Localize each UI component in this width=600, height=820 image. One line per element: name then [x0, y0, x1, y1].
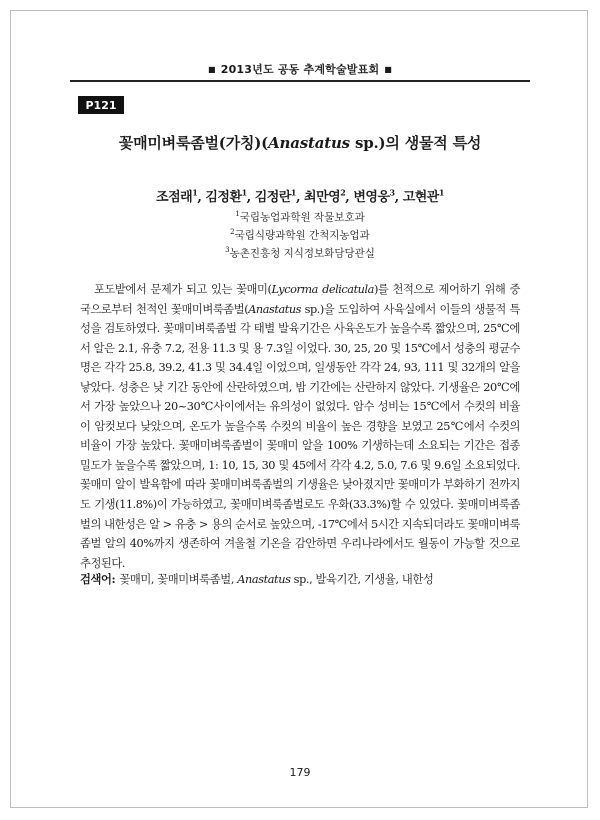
keywords-label: 검색어: [80, 572, 116, 586]
author-separator: , [246, 190, 255, 205]
affiliation-text: 농촌진흥청 지식정보화담당관실 [229, 247, 375, 260]
author-separator: , [295, 190, 305, 205]
author-name: 김정란 [254, 190, 291, 205]
author-separator: , [345, 190, 354, 205]
header-left-square: ■ [207, 64, 216, 74]
abstract-text: 포도밭에서 문제가 되고 있는 꽃매미( [94, 283, 272, 296]
paper-title [70, 132, 530, 153]
author-affil-sup: 3 [389, 187, 395, 198]
abstract-genus-name: Anastatus [248, 302, 302, 316]
author-affil-sup: 2 [340, 187, 346, 198]
affiliation-text: 국립농업과학원 작물보호과 [239, 211, 365, 224]
conference-header [70, 58, 530, 82]
abstract-body [80, 280, 520, 573]
abstract-text: sp.)을 도입하여 사육실에서 이들의 생물적 특성을 검토하였다. 꽃매미벼룩좀벌 각 태별 발육기간은 사육온도가 높을수록 짧았으며, 25℃에서 알은 2.1, 유충 7.2, 전용 11.3 및 용 7.3일 이었다. 30, 25, 20 및 15℃에서 성충의 평균수명은 각각 25.8, 39.2, 41.3 및 34.4일 이었으며, 일생동안 각각 24, 93, 111 및 32개의 알을 낳았다. 성충은 낮 기간 동안에 산란하였으며, 밤 기간에는 산란하지 않았다. 기생율은 20℃에서 가장 높았으나 20~30℃사이에서는 유의성이 없었다. 암수 성비는 15℃에서 수컷의 비율이 암컷보다 낮았으며, 온도가 높을수록 수컷의 비율이 높은 경향을 보였고 25℃에서 수컷의 비율이 가장 높았다. 꽃매미벼룩좀벌이 꽃매미 알을 100% 기생하는데 소요되는 기간은 접종밀도가 높을수록 짧았으며, 1: 10, 15, 30 및 45에서 각각 4.2, 5.0, 7.6 및 9.6일 소요되었다. 꽃매미 알이 발육함에 따라 꽃매미벼룩좀벌의 기생율은 낮아졌지만 꽃매미가 부화하기 전까지도 기생(11.8%)이 가능하였고, 꽃매미벼룩좀벌로도 우화(33.3%)할 수 있었다. 꽃매미벼룩좀벌의 내한성은 알 > 유충 > 용의 순서로 높았으며, -17℃에서 5시간 지속되더라도 꽃매미벼룩좀벌 알의 40%까지 생존하여 겨울철 기온을 감안하면 우리나라에서도 월동이 가능할 것으로 추정된다. [80, 302, 520, 570]
keywords-genus: Anastatus [237, 573, 291, 586]
author-name: 고현관 [402, 190, 439, 205]
author-name: 김정환 [205, 190, 242, 205]
author-name: 조점래 [156, 190, 193, 205]
affiliation-line [70, 225, 530, 243]
abstract-text: )를 천적으로 제어하기 위해 중국으로부터 천적인 꽃매미벼룩좀벌( [80, 283, 520, 316]
affiliation-list [70, 207, 530, 261]
page-number: 179 [289, 766, 311, 779]
keywords [80, 571, 520, 587]
author-affil-sup: 1 [290, 187, 296, 198]
author-affil-sup: 1 [438, 187, 444, 198]
keywords-text: 꽃매미, 꽃매미벼룩좀벌, [119, 573, 238, 586]
conference-title: 2013년도 공동 추계학술발표회 [220, 63, 380, 76]
affiliation-sup: 3 [225, 246, 230, 254]
author-separator: , [394, 190, 403, 205]
affiliation-text: 국립식량과학원 간척지농업과 [234, 229, 370, 242]
title-part-1: 꽃매미벼룩좀벌(가칭)( [118, 134, 269, 152]
poster-id-badge: P121 [78, 96, 124, 114]
keywords-text: sp., 발육기간, 기생율, 내한성 [290, 573, 434, 586]
affiliation-line [70, 207, 530, 225]
abstract-species-name: Lycorma delicatula [271, 283, 374, 296]
header-right-square: ■ [384, 64, 393, 74]
author-name: 변영웅 [353, 190, 390, 205]
author-separator: , [197, 190, 206, 205]
title-part-2: sp.)의 생물적 특성 [349, 134, 482, 152]
author-affil-sup: 1 [241, 187, 247, 198]
affiliation-sup: 2 [230, 228, 235, 236]
author-list [70, 186, 530, 205]
author-affil-sup: 1 [192, 187, 198, 198]
title-genus: Anastatus [268, 134, 350, 152]
affiliation-sup: 1 [235, 210, 240, 218]
author-name: 최만영 [304, 190, 341, 205]
affiliation-line [70, 243, 530, 261]
